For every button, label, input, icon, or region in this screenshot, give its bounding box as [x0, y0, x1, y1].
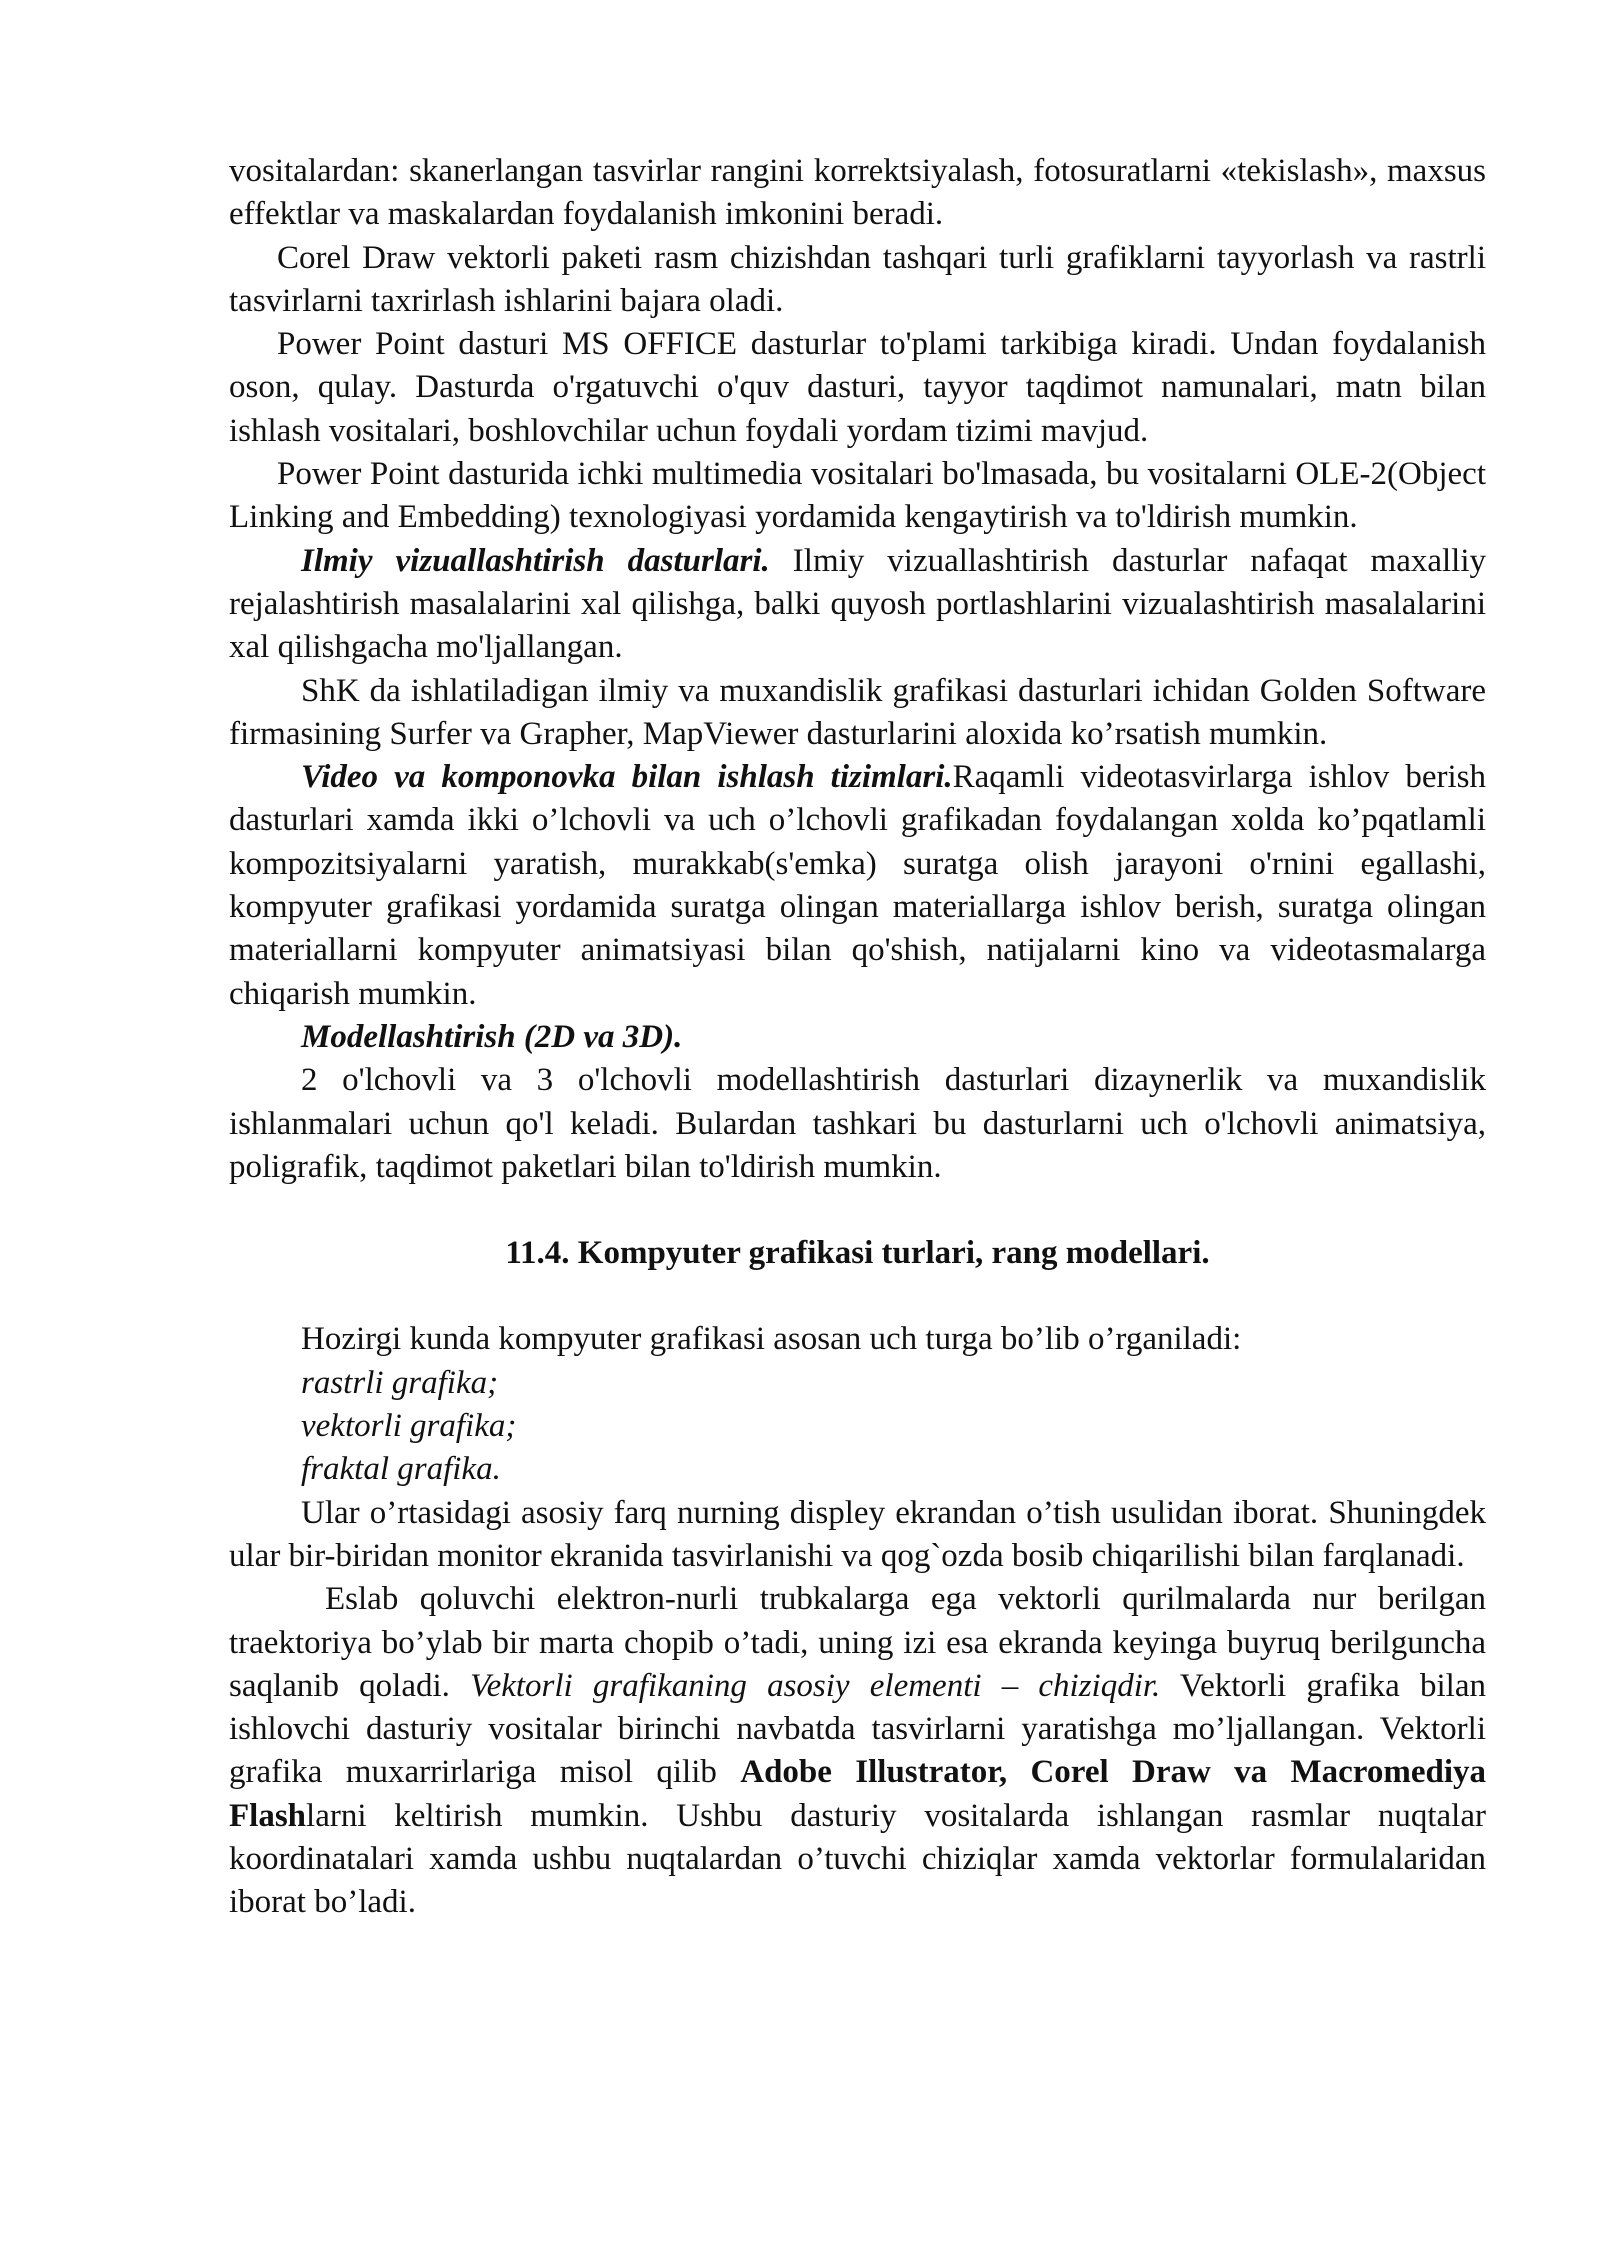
vector-devices-text-1: Eslab qoluvchi elektron-nurli trubkalarga ega vektorli qurilmalarda nur berilgan traektoriya bo’ylab bir marta chopib o’tadi, uning izi esa ekranda keyinga buyruq berilguncha saqlanib qoladi. [229, 1581, 1486, 1704]
section-title: 11.4. Kompyuter grafikasi turlari, rang modellari. [505, 1235, 1210, 1272]
paragraph-video-composition [229, 756, 1486, 1016]
paragraph-graphics-types: Hozirgi kunda kompyuter grafikasi asosan uch turga bo’lib o’rganiladi: [301, 1321, 1242, 1358]
list-item-fractal: fraktal grafika. [301, 1451, 501, 1488]
vector-devices-italic: Vektorli grafikaning asosiy elementi – chiziqdir. [470, 1667, 1161, 1704]
modelling-heading: Modellashtirish (2D va 3D). [301, 1018, 683, 1055]
video-composition-text: Raqamli videotasvirlarga ishlov berish dasturlari xamda ikki o’lchovli va uch o’lchovli grafikadan foydalangan xolda ko’pqatlamli kompozitsiyalarni yaratish, murakkab(s'emka) suratga olish jarayoni o'rnini egallashi, kompyuter grafikasi yordamida suratga olingan materiallarga ishlov berish, suratga olingan materiallarni kompyuter animatsiyasi bilan qo'shish, natijalarni kino va videotasmalarga chiqarish mumkin. [229, 759, 1487, 1012]
paragraph-modelling: 2 o'lchovli va 3 o'lchovli modellashtirish dasturlari dizaynerlik va muxandislik ishlanmalari uchun qo'l keladi. Bulardan tashkari bu dasturlarni uch o'lchovli animatsiya, poligrafik, taqdimot paketlari bilan to'ldirish mumkin. [229, 1062, 1486, 1185]
paragraph-power-point-ole: Power Point dasturida ichki multimedia vositalari bo'lmasada, bu vositalarni OLE-2(Object Linking and Embedding) texnologiyasi yordamida kengaytirish va to'ldirish mumkin. [229, 456, 1486, 536]
paragraph-power-point: Power Point dasturi MS OFFICE dasturlar to'plami tarkibiga kiradi. Undan foydalanish oson, qulay. Dasturda o'rgatuvchi o'quv dasturi, tayyor taqdimot namunalari, matn bilan ishlash vositalari, boshlovchilar uchun foydali yordam tizimi mavjud. [229, 326, 1486, 449]
video-composition-heading: Video va komponovka bilan ishlash tizimlari. [301, 759, 953, 796]
paragraph-vector-devices [229, 1578, 1486, 1924]
paragraph-scientific-visualization [229, 540, 1486, 670]
scientific-visualization-text: Ilmiy vizuallashtirish dasturlar nafaqat maxalliy rejalashtirish masalalarini xal qilishga, balki quyosh portlashlarini vizualashtirish masalalarini xal qilishgacha mo'ljallangan. [229, 542, 1487, 666]
scientific-visualization-heading: Ilmiy vizuallashtirish dasturlari. [301, 542, 770, 579]
paragraph-1: vositalardan: skanerlangan tasvirlar rangini korrektsiyalash, fotosuratlarni «tekislash», maxsus effektlar va maskalardan foydalanish imkonini beradi. [229, 153, 1486, 233]
document-page [229, 150, 1486, 1925]
paragraph-engineering-graphics: ShK da ishlatiladigan ilmiy va muxandislik grafikasi dasturlari ichidan Golden Software firmasining Surfer va Grapher, MapViewer dasturlarini aloxida ko’rsatish mumkin. [229, 672, 1486, 752]
vector-devices-text-2: Vektorli grafika bilan ishlovchi dasturiy vositalar birinchi navbatda tasvirlarni yaratishga mo’ljallangan. Vektorli grafika muxarrirlariga misol qilib [229, 1667, 1486, 1791]
list-item-vector: vektorli grafika; [301, 1408, 517, 1445]
vector-devices-text-3: larni keltirish mumkin. Ushbu dasturiy vositalarda ishlangan rasmlar nuqtalar koordinatalari xamda ushbu nuqtalardan o’tuvchi chiziqlar xamda vektorlar formulalaridan iborat bo’ladi. [229, 1797, 1486, 1921]
vector-editors-bold: Adobe Illustrator, Corel Draw va Macromediya Flash [229, 1754, 1486, 1834]
list-item-raster: rastrli grafika; [301, 1364, 499, 1401]
paragraph-differences: Ular o’rtasidagi asosiy farq nurning displey ekrandan o’tish usulidan iborat. Shuningdek ular bir-biridan monitor ekranida tasvirlanishi va qog`ozda bosib chiqarilishi bilan farqlanadi. [229, 1494, 1486, 1574]
paragraph-corel-draw: Corel Draw vektorli paketi rasm chizishdan tashqari turli grafiklarni tayyorlash va rastrli tasvirlarni taxrirlash ishlarini bajara oladi. [229, 239, 1486, 319]
